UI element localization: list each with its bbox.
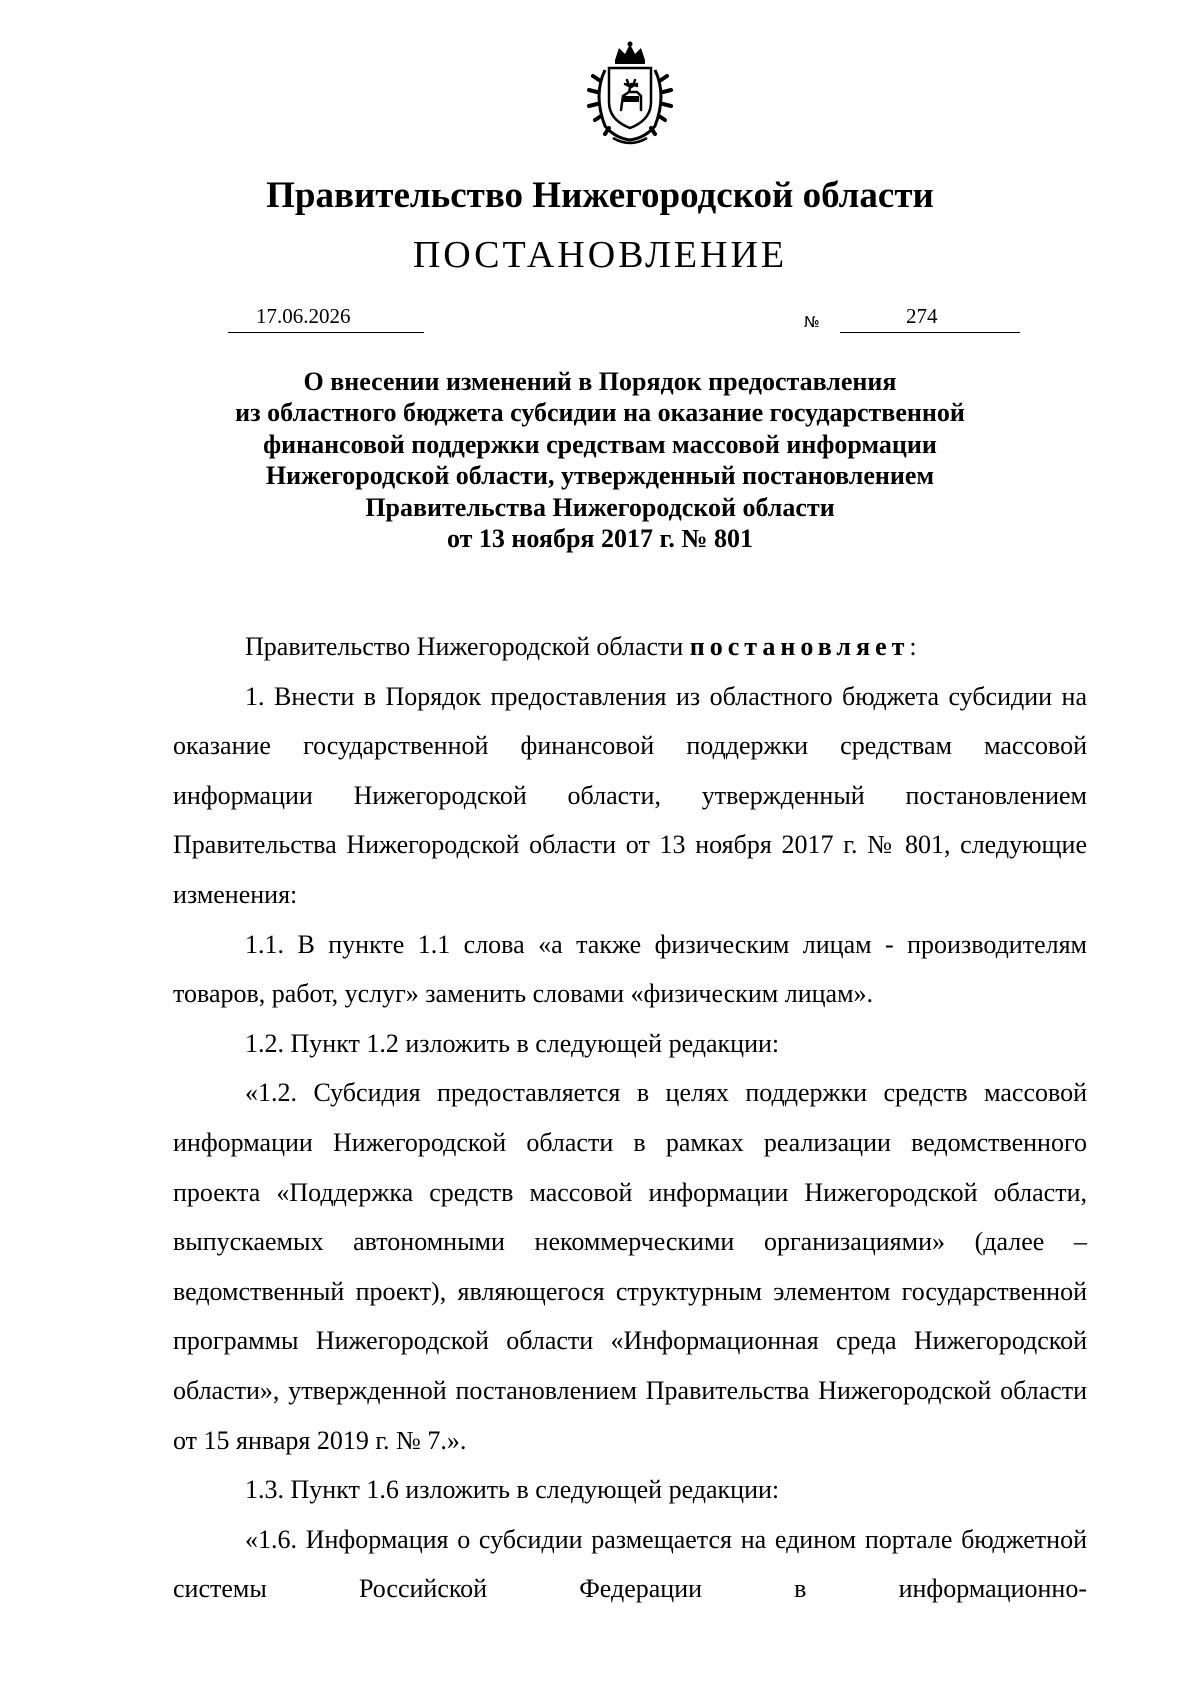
nizhny-novgorod-coat-of-arms-icon [575,40,685,150]
subject-line: из областного бюджета субсидии на оказание государственной [235,398,965,428]
organization-title: Правительство Нижегородской области [266,175,934,216]
subject-line: от 13 ноября 2017 г. № 801 [446,524,753,554]
number-label: № [804,313,820,331]
document-body [173,622,1087,1614]
paragraph: «1.6. Информация о субсидии размещается на едином портале бюджетной системы Российской Федерации в информационно- [173,1524,1087,1604]
document-subject [150,366,1050,554]
subject-line: Нижегородской области, утвержденный постановлением [265,461,935,491]
number-field [840,303,1020,333]
paragraph: «1.2. Субсидия предоставляется в целях поддержки средств массовой информации Нижегородской области в рамках реализации ведомственного проекта «Поддержка средств массовой информации Нижегородской области, выпускаемых автономными некоммерческими организациями» (далее – ведомственный проект), являющегося структурным элементом государственной программы Нижегородской области «Информационная среда Нижегородской области», утвержденной постановлением Правительства Нижегородской области от 15 января 2019 г. № 7.». [173,1078,1087,1455]
intro-suffix: : [909,632,917,661]
intro-keyword: постановляет [689,632,910,661]
document-date: 17.06.2026 [256,304,351,328]
paragraph: 1.1. В пункте 1.1 слова «а также физическим лицам - производителям товаров, работ, услуг» заменить словами «физическим лицам». [173,929,1087,1009]
document-number: 274 [906,304,938,328]
subject-line: О внесении изменений в Порядок предоставления [303,367,897,396]
date-field [228,303,424,333]
paragraph: 1. Внести в Порядок предоставления из областного бюджета субсидии на оказание государственной финансовой поддержки средствам массовой информации Нижегородской области, утвержденный постановлением Правительства Нижегородской области от 13 ноября 2017 г. № 801, следующие изменения: [173,681,1087,909]
subject-line: финансовой поддержки средствам массовой информации [263,429,937,459]
resolution-intro [173,622,1087,672]
subject-line: Правительства Нижегородской области [365,492,835,522]
document-type: ПОСТАНОВЛЕНИЕ [412,234,788,276]
paragraph: 1.2. Пункт 1.2 изложить в следующей редакции: [245,1028,780,1058]
paragraph: 1.3. Пункт 1.6 изложить в следующей редакции: [245,1475,780,1505]
intro-prefix: Правительство Нижегородской области [245,632,690,661]
